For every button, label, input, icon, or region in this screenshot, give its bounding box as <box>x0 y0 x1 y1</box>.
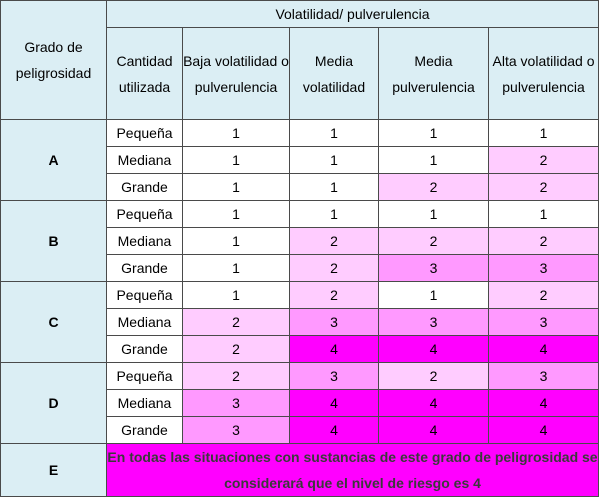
risk-level-cell: 4 <box>290 417 379 444</box>
grade-label: E <box>1 444 107 497</box>
quantity-label: Pequeña <box>107 120 183 147</box>
quantity-label: Grande <box>107 174 183 201</box>
risk-level-cell: 3 <box>489 363 599 390</box>
risk-level-cell: 2 <box>489 282 599 309</box>
risk-level-cell: 2 <box>290 228 379 255</box>
risk-level-cell: 3 <box>183 390 290 417</box>
column-header-medium-dustiness: Media pulverulencia <box>379 28 489 120</box>
grade-label: A <box>1 120 107 201</box>
risk-level-cell: 1 <box>379 201 489 228</box>
risk-level-cell: 2 <box>183 336 290 363</box>
grade-label: D <box>1 363 107 444</box>
risk-level-cell: 1 <box>183 120 290 147</box>
table-row <box>1 201 599 228</box>
risk-level-cell: 3 <box>290 363 379 390</box>
risk-level-cell: 2 <box>379 228 489 255</box>
table-row <box>1 444 599 497</box>
risk-level-cell: 4 <box>379 336 489 363</box>
risk-level-cell: 1 <box>183 282 290 309</box>
risk-level-cell: 4 <box>379 417 489 444</box>
risk-level-cell: 1 <box>290 120 379 147</box>
quantity-label: Pequeña <box>107 201 183 228</box>
risk-level-cell: 2 <box>489 228 599 255</box>
risk-level-cell: 1 <box>379 147 489 174</box>
risk-level-cell: 2 <box>183 309 290 336</box>
column-header-high: Alta volatilidad o pulverulencia <box>489 28 599 120</box>
risk-level-cell: 2 <box>290 282 379 309</box>
risk-level-cell: 2 <box>489 174 599 201</box>
quantity-label: Mediana <box>107 228 183 255</box>
table-row <box>1 363 599 390</box>
quantity-label: Mediana <box>107 147 183 174</box>
risk-level-cell: 3 <box>379 255 489 282</box>
quantity-label: Grande <box>107 255 183 282</box>
risk-level-cell: 1 <box>489 201 599 228</box>
risk-level-cell: 3 <box>489 309 599 336</box>
risk-level-cell: 1 <box>489 120 599 147</box>
quantity-label: Grande <box>107 417 183 444</box>
risk-level-cell: 1 <box>183 228 290 255</box>
risk-level-cell: 1 <box>290 201 379 228</box>
volatility-header: Volatilidad/ pulverulencia <box>107 1 599 28</box>
risk-level-cell: 1 <box>379 120 489 147</box>
risk-level-cell: 3 <box>290 309 379 336</box>
risk-level-cell: 1 <box>183 174 290 201</box>
risk-level-cell: 3 <box>379 309 489 336</box>
table-row <box>1 120 599 147</box>
risk-level-cell: 3 <box>489 255 599 282</box>
risk-level-cell: 2 <box>379 363 489 390</box>
risk-level-cell: 2 <box>379 174 489 201</box>
risk-level-cell: 1 <box>290 147 379 174</box>
column-header-medium-volatility: Media volatilidad <box>290 28 379 120</box>
risk-level-cell: 4 <box>489 336 599 363</box>
quantity-label: Grande <box>107 336 183 363</box>
quantity-label: Pequeña <box>107 363 183 390</box>
risk-level-cell: 4 <box>379 390 489 417</box>
risk-level-cell: 2 <box>290 255 379 282</box>
risk-level-cell: 1 <box>183 201 290 228</box>
grade-column-header: Grado de peligrosidad <box>1 1 107 120</box>
quantity-label: Pequeña <box>107 282 183 309</box>
quantity-label: Mediana <box>107 309 183 336</box>
risk-level-cell: 1 <box>290 174 379 201</box>
risk-level-cell: 4 <box>489 417 599 444</box>
risk-level-cell: 1 <box>379 282 489 309</box>
quantity-column-header: Cantidad utilizada <box>107 28 183 120</box>
risk-level-cell: 1 <box>183 147 290 174</box>
risk-level-cell: 4 <box>290 390 379 417</box>
grade-label: B <box>1 201 107 282</box>
table-row <box>1 282 599 309</box>
risk-level-cell: 4 <box>290 336 379 363</box>
risk-level-cell: 4 <box>489 390 599 417</box>
grade-label: C <box>1 282 107 363</box>
risk-level-cell: 1 <box>183 255 290 282</box>
risk-level-cell: 2 <box>183 363 290 390</box>
risk-level-cell: 2 <box>489 147 599 174</box>
grade-e-note: En todas las situaciones con sustancias de este grado de peligrosidad se considerará que el nivel de riesgo es 4 <box>107 444 599 497</box>
quantity-label: Mediana <box>107 390 183 417</box>
risk-level-cell: 3 <box>183 417 290 444</box>
column-header-low: Baja volatilidad o pulverulencia <box>183 28 290 120</box>
